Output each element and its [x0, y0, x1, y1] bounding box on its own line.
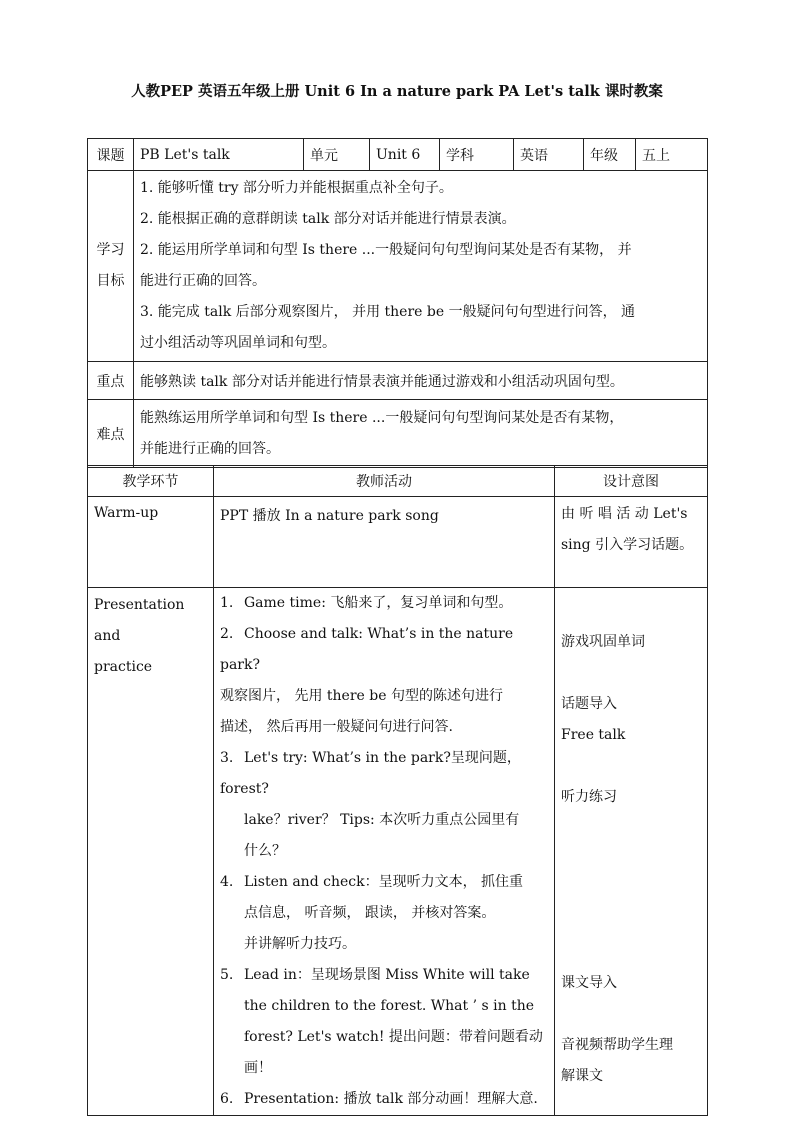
- activity-line: 观察图片， 先用 there be 句型的陈述句进行: [220, 688, 503, 704]
- subject-value: 英语: [514, 139, 584, 171]
- activity-item: 6. Presentation: 播放 talk 部分动画！理解大意.: [220, 1091, 538, 1107]
- objectives-content: [134, 171, 708, 362]
- activity-item: 2. Choose and talk: What’s in the nature park?: [220, 626, 514, 673]
- difficult-points-label: 难点: [88, 400, 134, 468]
- objective-line: 2. 能运用所学单词和句型 Is there ...一般疑问句句型询问某处是否有某物， 并: [140, 242, 632, 258]
- objective-line: 3. 能完成 talk 后部分观察图片， 并用 there be 一般疑问句句型进行问答， 通: [140, 304, 636, 320]
- page-title: 人教PEP 英语五年级上册 Unit 6 In a nature park PA Let's talk 课时教案: [131, 83, 663, 100]
- grade-label: 年级: [584, 139, 636, 171]
- intent-text: 课文导入: [561, 975, 617, 991]
- intent-text: 游戏巩固单词: [561, 634, 645, 650]
- lesson-info-table: [87, 138, 708, 468]
- key-points-text: 能够熟读 talk 部分对话并能进行情景表演并能通过游戏和小组活动巩固句型。: [134, 362, 708, 400]
- activity-line: 并讲解听力技巧。: [244, 936, 356, 952]
- objective-line: 过小组活动等巩固单词和句型。: [140, 335, 336, 351]
- activity-line: 画！: [244, 1060, 272, 1076]
- difficult-points-text: 能熟练运用所学单词和句型 Is there ...一般疑问句句型询问某处是否有某物， 并能进行正确的回答。: [134, 400, 708, 468]
- presentation-activities: [214, 588, 555, 1116]
- intent-text: 解课文: [561, 1068, 603, 1084]
- warmup-intent: 由 听 唱 活 动 Let's sing 引入学习话题。: [555, 497, 708, 588]
- teaching-process-table: [87, 465, 708, 1116]
- header-intent: 设计意图: [555, 466, 708, 497]
- key-points-label: 重点: [88, 362, 134, 400]
- objective-line: 2. 能根据正确的意群朗读 talk 部分对话并能进行情景表演。: [140, 211, 516, 227]
- activity-item: 3. Let's try: What’s in the park?呈现问题，forest?: [220, 750, 521, 797]
- subject-label: 学科: [440, 139, 514, 171]
- activity-line: the children to the forest. What ’ s in the: [244, 998, 535, 1014]
- unit-label: 单元: [304, 139, 370, 171]
- activity-line: 点信息， 听音频， 跟读， 并核对答案。: [244, 905, 496, 921]
- grade-value: 五上: [636, 139, 708, 171]
- topic-value: PB Let's talk: [134, 139, 304, 171]
- presentation-stage: Presentation and practice: [88, 588, 214, 1116]
- objective-line: 能进行正确的回答。: [140, 273, 266, 289]
- intent-text: 话题导入: [561, 696, 617, 712]
- unit-value: Unit 6: [370, 139, 440, 171]
- activity-line: 什么？: [244, 843, 286, 859]
- activity-line: 描述， 然后再用一般疑问句进行问答.: [220, 719, 453, 735]
- header-stage: 教学环节: [88, 466, 214, 497]
- intent-text: 音视频帮助学生理: [561, 1037, 673, 1053]
- intent-text: Free talk: [561, 727, 626, 743]
- activity-item: 4. Listen and check：呈现听力文本， 抓住重: [220, 874, 524, 890]
- topic-label: 课题: [88, 139, 134, 171]
- activity-line: lake？river？ Tips: 本次听力重点公园里有: [244, 812, 520, 828]
- objectives-label: 学习 目标: [88, 171, 134, 362]
- objective-line: 1. 能够听懂 try 部分听力并能根据重点补全句子。: [140, 180, 453, 196]
- warmup-activity: PPT 播放 In a nature park song: [214, 497, 555, 588]
- intent-text: 听力练习: [561, 789, 617, 805]
- activity-line: forest? Let's watch! 提出问题：带着问题看动: [244, 1029, 543, 1045]
- activity-item: 1. Game time: 飞船来了，复习单词和句型。: [220, 595, 513, 611]
- warmup-stage: Warm-up: [88, 497, 214, 588]
- presentation-intents: [555, 588, 708, 1116]
- activity-item: 5. Lead in：呈现场景图 Miss White will take: [220, 967, 530, 983]
- header-activity: 教师活动: [214, 466, 555, 497]
